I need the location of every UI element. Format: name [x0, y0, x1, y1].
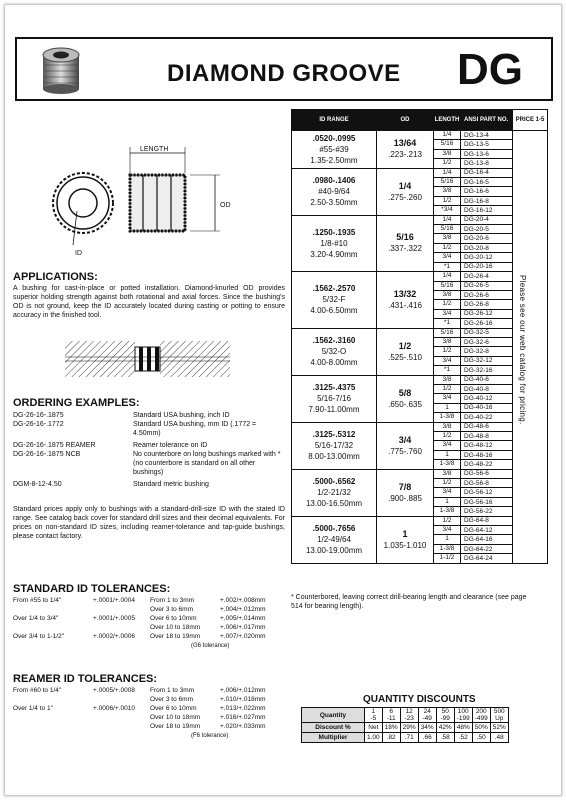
length-cell: *1: [434, 366, 461, 375]
part-number-cell: DG-32-12: [461, 356, 513, 365]
part-number-cell: DG-16-5: [461, 178, 513, 187]
col-price: PRICE 1-5: [513, 110, 548, 131]
length-cell: 1: [434, 450, 461, 459]
part-number-cell: DG-20-6: [461, 234, 513, 243]
length-cell: 1/2: [434, 347, 461, 356]
length-cell: 3/4: [434, 488, 461, 497]
ordering-note: Standard prices apply only to bushings with a standard-drill-size ID with the stated ID range. See catalog back cover for standard drill sizes and their decimal equivalents. For prices on non-standard ID sizes, including reamer-tolerance and tap-guide bushings, please contact factory.: [13, 506, 285, 540]
part-number-cell: DG-20-4: [461, 215, 513, 224]
id-range-cell: .1562-.2570 5/32-F 4.00-6.50mm: [292, 272, 377, 328]
id-label: ID: [75, 250, 82, 257]
length-cell: 5/16: [434, 328, 461, 337]
discount-row: Discount % Net 18% 29% 34% 42% 48% 50% 52%: [302, 723, 509, 733]
page-title: DIAMOND GROOVE: [167, 60, 401, 87]
part-number-cell: DG-32-16: [461, 366, 513, 375]
od-cell: 5/8 .650-.635: [377, 375, 434, 422]
length-cell: 1: [434, 535, 461, 544]
od-cell: 1/2 .525-.510: [377, 328, 434, 375]
length-cell: 1: [434, 497, 461, 506]
length-label: LENGTH: [140, 146, 169, 153]
id-range-cell: .1562-.3160 5/32-O 4.00-8.00mm: [292, 328, 377, 375]
od-cell: 13/64 .223-.213: [377, 131, 434, 169]
part-number-cell: DG-40-22: [461, 413, 513, 422]
reamer-tol-foot: (F6 tolerance): [191, 733, 229, 739]
id-range-cell: .0520-.0995 #55-#39 1.35-2.50mm: [292, 131, 377, 169]
part-number-cell: DG-48-8: [461, 432, 513, 441]
order-row: DG-26-16-.1772 Standard USA bushing, mm ID (.1772 = 4.50mm): [13, 421, 257, 437]
order-row: DG-26-16-.1875 Standard USA bushing, inch ID: [13, 412, 230, 419]
length-cell: *3/4: [434, 206, 461, 215]
length-cell: 1/4: [434, 215, 461, 224]
length-cell: 1-3/8: [434, 413, 461, 422]
part-number-cell: DG-64-8: [461, 516, 513, 525]
part-number-cell: DG-56-6: [461, 469, 513, 478]
part-number-cell: DG-20-12: [461, 253, 513, 262]
part-number-cell: DG-20-8: [461, 243, 513, 252]
reamer-tol-title: REAMER ID TOLERANCES:: [13, 673, 158, 685]
part-number-cell: DG-32-6: [461, 337, 513, 346]
od-cell: 7/8 .900-.885: [377, 469, 434, 516]
od-cell: 3/4 .775-.760: [377, 422, 434, 469]
id-range-cell: .1250-.1935 1/8-#10 3.20-4.90mm: [292, 215, 377, 271]
part-number-cell: DG-56-8: [461, 479, 513, 488]
length-cell: 1: [434, 403, 461, 412]
part-number-cell: DG-56-16: [461, 497, 513, 506]
table-row: [292, 516, 548, 525]
length-cell: 1-3/8: [434, 460, 461, 469]
part-number-cell: DG-26-12: [461, 309, 513, 318]
catalog-page: [4, 4, 562, 796]
part-number-cell: DG-16-8: [461, 196, 513, 205]
length-cell: 3/8: [434, 290, 461, 299]
length-cell: 5/16: [434, 225, 461, 234]
length-cell: 1-3/8: [434, 544, 461, 553]
part-number-cell: DG-13-8: [461, 159, 513, 168]
price-note: Please see our web catalog for pricing.: [518, 275, 527, 425]
id-range-cell: .5000-.6562 1/2-21/32 13.00-16.50mm: [292, 469, 377, 516]
quantity-row: Quantity 1 -5 6 -11 12 -23 24 -49 50 -99 100 -199 200 -499 500 Up: [302, 708, 509, 723]
length-cell: 1/4: [434, 131, 461, 140]
length-cell: 1-3/8: [434, 507, 461, 516]
col-length: LENGTH: [434, 110, 461, 131]
part-number-cell: DG-16-12: [461, 206, 513, 215]
part-number-cell: DG-40-8: [461, 384, 513, 393]
order-row: DGM-8-12-4.50 Standard metric bushing: [13, 481, 209, 488]
length-cell: 1/2: [434, 432, 461, 441]
length-cell: 3/8: [434, 187, 461, 196]
length-cell: 1/4: [434, 168, 461, 177]
length-cell: 1/2: [434, 384, 461, 393]
part-number-cell: DG-13-5: [461, 140, 513, 149]
length-cell: 3/4: [434, 441, 461, 450]
length-cell: 3/4: [434, 309, 461, 318]
length-cell: 1/2: [434, 243, 461, 252]
od-cell: 1 1.035-1.010: [377, 516, 434, 563]
side-view: [130, 147, 220, 231]
od-label: OD: [220, 202, 231, 209]
length-cell: 3/8: [434, 337, 461, 346]
part-number-cell: DG-26-16: [461, 319, 513, 328]
length-cell: 1/2: [434, 159, 461, 168]
discount-table: [301, 707, 509, 743]
length-cell: 5/16: [434, 140, 461, 149]
bushing-photo-icon: [39, 45, 83, 95]
id-range-cell: .3125-.4375 5/16-7/16 7.90-11.00mm: [292, 375, 377, 422]
length-cell: 5/16: [434, 178, 461, 187]
part-number-cell: DG-16-4: [461, 168, 513, 177]
part-number-cell: DG-26-4: [461, 272, 513, 281]
length-cell: 1/2: [434, 479, 461, 488]
length-cell: 3/8: [434, 149, 461, 158]
table-row: [292, 422, 548, 431]
applications-title: APPLICATIONS:: [13, 271, 98, 283]
std-tol-left: From #55 to 1/4" +.0001/+.0004 Over 1/4 to 3/4" +.0001/+.0005 Over 3/4 to 1-1/2" +.0002/+.0006: [13, 597, 135, 640]
part-number-cell: DG-56-22: [461, 507, 513, 516]
header-box: [15, 37, 553, 101]
length-cell: *1: [434, 262, 461, 271]
parts-table: [291, 109, 548, 564]
od-cell: 5/16 .337-.322: [377, 215, 434, 271]
length-cell: 1/2: [434, 300, 461, 309]
part-number-cell: DG-48-22: [461, 460, 513, 469]
od-cell: 1/4 .275-.260: [377, 168, 434, 215]
series-code: DG: [457, 45, 523, 94]
length-cell: 3/8: [434, 469, 461, 478]
part-number-cell: DG-64-12: [461, 526, 513, 535]
length-cell: 3/4: [434, 356, 461, 365]
col-part-no: ANSI PART NO.: [461, 110, 513, 131]
length-cell: 1-1/2: [434, 554, 461, 563]
part-number-cell: DG-16-6: [461, 187, 513, 196]
length-cell: 1/2: [434, 516, 461, 525]
length-cell: 1/4: [434, 272, 461, 281]
length-cell: 3/8: [434, 234, 461, 243]
part-number-cell: DG-26-5: [461, 281, 513, 290]
length-cell: 3/8: [434, 375, 461, 384]
multiplier-row: Multiplier 1.00 .82 .71 .66 .58 .52 .50 .48: [302, 733, 509, 743]
std-tol-title: STANDARD ID TOLERANCES:: [13, 583, 171, 595]
length-cell: 1/2: [434, 196, 461, 205]
order-row: DG-26-16-.1875 REAMER Reamer tolerance on ID: [13, 442, 208, 449]
part-number-cell: DG-48-16: [461, 450, 513, 459]
table-row: [292, 131, 548, 140]
length-cell: 3/8: [434, 422, 461, 431]
part-number-cell: DG-64-16: [461, 535, 513, 544]
discount-title: QUANTITY DISCOUNTS: [363, 694, 476, 705]
part-number-cell: DG-64-24: [461, 554, 513, 563]
installation-drawing: [65, 341, 230, 377]
id-range-cell: .0980-.1406 #40-9/64 2.50-3.50mm: [292, 168, 377, 215]
table-row: [292, 272, 548, 281]
std-tol-foot: (G6 tolerance): [191, 643, 230, 649]
table-row: [292, 375, 548, 384]
part-number-cell: DG-13-6: [461, 149, 513, 158]
length-cell: 3/4: [434, 526, 461, 535]
length-cell: 3/4: [434, 394, 461, 403]
reamer-tol-left: From #60 to 1/4" +.0005/+.0008 Over 1/4 to 1" +.0006/+.0010: [13, 687, 135, 712]
std-tol-right: From 1 to 3mm +.002/+.008mm Over 3 to 6mm +.004/+.012mm Over 6 to 10mm +.005/+.014mm Over 10 to 18mm +.006/+.017mm Over 18 to 19mm +.007/+.020mm: [150, 597, 266, 640]
od-cell: 13/32 .431-.416: [377, 272, 434, 328]
ordering-list: [13, 411, 285, 489]
table-row: [292, 168, 548, 177]
id-range-cell: .5000-.7656 1/2-49/64 13.00-19.00mm: [292, 516, 377, 563]
table-row: [292, 215, 548, 224]
part-number-cell: DG-48-6: [461, 422, 513, 431]
part-number-cell: DG-48-12: [461, 441, 513, 450]
part-number-cell: DG-64-22: [461, 544, 513, 553]
table-row: [292, 469, 548, 478]
bushing-diagram: [15, 135, 245, 265]
order-row: DG-26-16-.1875 NCB No counterbore on long bushings marked with * (no counterbore is standard on all other bushings): [13, 451, 281, 476]
length-cell: 3/4: [434, 253, 461, 262]
part-number-cell: DG-56-12: [461, 488, 513, 497]
part-number-cell: DG-20-16: [461, 262, 513, 271]
part-number-cell: DG-13-4: [461, 131, 513, 140]
col-od: OD: [377, 110, 434, 131]
length-cell: 5/16: [434, 281, 461, 290]
part-number-cell: DG-40-16: [461, 403, 513, 412]
end-view: [53, 173, 113, 245]
id-range-cell: .3125-.5312 5/16-17/32 8.00-13.00mm: [292, 422, 377, 469]
part-number-cell: DG-26-6: [461, 290, 513, 299]
col-id-range: ID RANGE: [292, 110, 377, 131]
part-number-cell: DG-32-5: [461, 328, 513, 337]
part-number-cell: DG-26-8: [461, 300, 513, 309]
part-number-cell: DG-32-8: [461, 347, 513, 356]
length-cell: *1: [434, 319, 461, 328]
table-row: [292, 328, 548, 337]
part-number-cell: DG-40-6: [461, 375, 513, 384]
applications-body: A bushing for cast-in-place or potted installation. Diamond-knurled OD provides superior holding strength against both rotational and axial forces. Since the bushing's OD is not ground, keep the ID accurately located during casting or potting to ensure accuracy in the finished tool.: [13, 285, 285, 319]
ordering-title: ORDERING EXAMPLES:: [13, 397, 140, 409]
reamer-tol-right: From 1 to 3mm +.006/+.012mm Over 3 to 6mm +.010/+.018mm Over 6 to 10mm +.013/+.022mm Over 10 to 18mm +.016/+.027mm Over 18 to 19mm +.020/+.033mm: [150, 687, 266, 730]
counterbore-footnote: * Counterbored, leaving correct drill-bearing length and clearance (see page 514 for bearing length).: [291, 594, 527, 610]
part-number-cell: DG-20-5: [461, 225, 513, 234]
part-number-cell: DG-40-12: [461, 394, 513, 403]
